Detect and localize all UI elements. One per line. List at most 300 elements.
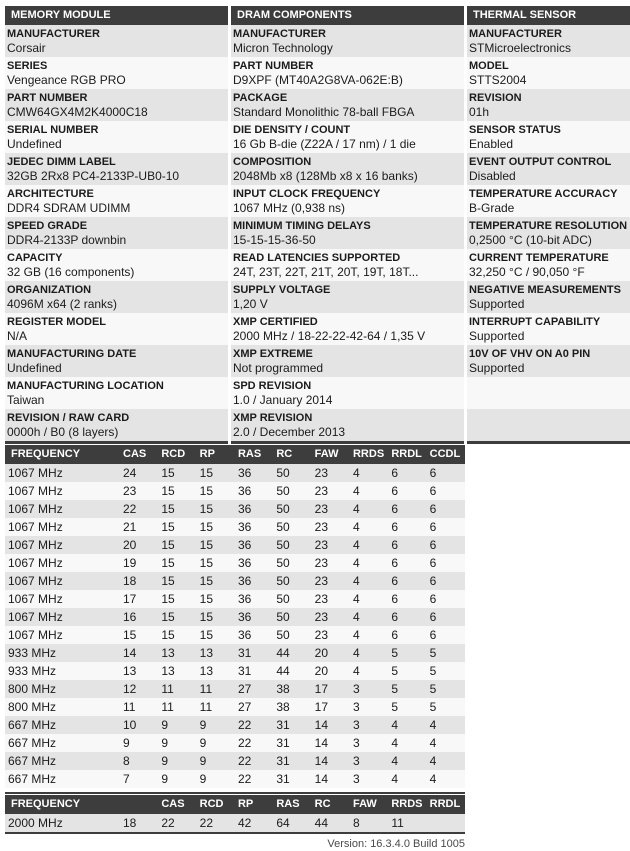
table-cell: 1067 MHz [8,610,63,624]
field-row [231,409,464,441]
table-cell: 50 [276,538,290,552]
table-cell: 3 [352,718,360,732]
field-row [467,281,630,313]
table-cell: 667 MHz [8,736,57,750]
table-cell: 667 MHz [8,772,57,786]
table-cell: 800 MHz [8,682,57,696]
field-label: MANUFACTURER [469,28,562,40]
field-label: REVISION / RAW CARD [7,412,130,424]
table-cell: 1067 MHz [8,520,63,534]
column-header: RRDS [352,448,385,460]
field-row [5,217,228,249]
column-header: RAS [237,448,262,460]
field-value: STTS2004 [469,73,527,87]
table-cell: 50 [276,556,290,570]
table-cell: 36 [237,556,252,570]
table-row [5,500,465,518]
table-cell: 15 [199,466,214,480]
table-cell: 4 [352,556,360,570]
field-value: STMicroelectronics [469,41,572,55]
table-cell: 9 [199,718,207,732]
table-cell: 6 [429,556,437,570]
table-cell: 5 [391,664,399,678]
table-cell: 23 [123,484,137,498]
table-cell: 9 [161,772,169,786]
table-cell: 17 [123,592,137,606]
table-cell: 23 [314,466,329,480]
field-row [5,57,228,89]
column-header: FREQUENCY [11,448,81,460]
field-label: READ LATENCIES SUPPORTED [233,252,401,264]
table-cell: 15 [161,610,175,624]
table-cell: 11 [161,682,174,696]
table-cell: 50 [276,628,290,642]
table-cell: 13 [161,664,175,678]
column-header: FAW [314,448,339,460]
field-value: 15-15-15-36-50 [233,233,316,247]
table-cell: 4 [391,772,399,786]
panel-title: DRAM COMPONENTS [231,6,464,25]
table-row [5,590,465,608]
field-row [467,313,630,345]
table-cell: 5 [391,700,399,714]
table-cell: 1067 MHz [8,484,63,498]
table-cell: 64 [276,816,290,830]
table-cell: 11 [123,700,136,714]
field-value: DDR4 SDRAM UDIMM [7,201,131,215]
table-cell: 22 [237,754,252,768]
table-row [5,680,465,698]
table-cell: 36 [237,574,252,588]
table-cell: 36 [237,466,252,480]
field-label: PACKAGE [233,92,288,104]
field-label: JEDEC DIMM LABEL [7,156,116,168]
table-cell: 23 [314,538,329,552]
field-row [5,345,228,377]
table-cell: 42 [237,816,252,830]
field-row [467,57,630,89]
field-label: TEMPERATURE RESOLUTION [469,220,628,232]
field-row [5,153,228,185]
timings-table-header [5,445,465,464]
table-cell: 3 [352,772,360,786]
table-cell: 4 [352,610,360,624]
table-cell: 17 [314,682,329,696]
jedec-timings-table [5,445,465,788]
table-cell: 15 [161,538,175,552]
panel-fields [467,25,630,441]
table-cell: 13 [123,664,137,678]
table-cell: 1067 MHz [8,628,63,642]
table-cell: 31 [237,664,252,678]
table-cell: 31 [276,772,290,786]
field-row [467,185,630,217]
table-cell: 23 [314,520,329,534]
column-header: RRDL [429,798,461,810]
field-value: Disabled [469,169,516,183]
table-cell: 50 [276,610,290,624]
field-value: Supported [469,361,525,375]
xmp-table-body [5,814,465,832]
table-cell: 5 [429,682,437,696]
table-cell: 50 [276,520,290,534]
table-cell: 50 [276,502,290,516]
table-cell: 4 [429,772,437,786]
panel-fields [5,25,228,441]
field-row [5,249,228,281]
field-label: SERIES [7,60,48,72]
column-header: CCDL [429,448,461,460]
table-row [5,752,465,770]
field-value: Corsair [7,41,46,55]
field-value: Not programmed [233,361,324,375]
field-row [467,217,630,249]
panel-title: THERMAL SENSOR [467,6,630,25]
table-cell: 1067 MHz [8,592,63,606]
field-label: MINIMUM TIMING DELAYS [233,220,371,232]
field-value: 32GB 2Rx8 PC4-2133P-UB0-10 [7,169,180,183]
field-value: 2000 MHz / 18-22-22-42-64 / 1,35 V [233,329,426,343]
table-cell: 22 [237,772,252,786]
table-cell: 6 [429,628,437,642]
table-cell: 1067 MHz [8,574,63,588]
field-row [467,153,630,185]
table-cell: 667 MHz [8,718,57,732]
table-cell: 9 [161,754,169,768]
field-row [5,185,228,217]
table-cell: 1067 MHz [8,466,63,480]
field-row [231,153,464,185]
field-value: 0,2500 °C (10-bit ADC) [469,233,592,247]
table-cell: 9 [199,754,207,768]
table-cell: 7 [123,772,130,786]
table-cell: 15 [161,484,175,498]
field-label: XMP CERTIFIED [233,316,318,328]
table-cell: 20 [314,646,329,660]
table-row [5,608,465,626]
table-cell: 1067 MHz [8,502,63,516]
field-label: CURRENT TEMPERATURE [469,252,609,264]
field-label: MANUFACTURER [7,28,100,40]
field-label: COMPOSITION [233,156,312,168]
field-label: SUPPLY VOLTAGE [233,284,331,296]
field-row [231,281,464,313]
table-cell: 6 [391,484,399,498]
table-cell: 36 [237,628,252,642]
table-cell: 36 [237,610,252,624]
timings-table-body [5,464,465,788]
table-cell: 667 MHz [8,754,57,768]
table-cell: 15 [199,538,214,552]
table-cell: 14 [314,718,329,732]
table-cell: 933 MHz [8,646,57,660]
field-row [467,249,630,281]
table-cell: 31 [276,736,290,750]
table-cell: 36 [237,592,252,606]
field-value: 4096M x64 (2 ranks) [7,297,118,311]
table-cell: 6 [391,574,399,588]
table-cell: 9 [199,736,207,750]
field-value: B-Grade [469,201,515,215]
table-cell: 6 [391,556,399,570]
field-row [231,121,464,153]
table-cell: 1067 MHz [8,538,63,552]
field-label: XMP EXTREME [233,348,313,360]
table-cell: 6 [429,574,437,588]
field-row [467,89,630,121]
table-row [5,554,465,572]
table-cell: 6 [391,520,399,534]
table-cell: 4 [352,520,360,534]
table-cell: 6 [391,592,399,606]
field-value: 24T, 23T, 22T, 21T, 20T, 19T, 18T... [233,265,419,279]
table-cell: 11 [391,816,404,830]
field-value: Taiwan [7,393,45,407]
table-cell: 14 [314,754,329,768]
table-cell: 15 [199,628,214,642]
table-cell: 15 [161,628,175,642]
table-cell: 15 [161,574,175,588]
table-cell: 27 [237,700,252,714]
table-cell: 6 [429,520,437,534]
field-label: MANUFACTURING LOCATION [7,380,164,392]
table-cell: 15 [161,520,175,534]
field-row [5,409,228,441]
table-cell: 23 [314,556,329,570]
table-cell: 44 [276,646,290,660]
info-panel [5,6,228,444]
table-cell: 6 [391,502,399,516]
table-cell: 3 [352,754,360,768]
table-row [5,814,465,832]
table-cell: 6 [429,502,437,516]
field-row [5,377,228,409]
table-cell: 13 [199,664,214,678]
field-row [231,249,464,281]
table-cell: 4 [391,754,399,768]
table-cell: 50 [276,592,290,606]
table-cell: 3 [352,700,360,714]
field-row [467,345,630,377]
table-cell: 8 [352,816,360,830]
column-header: CAS [123,448,147,460]
table-cell: 14 [314,736,329,750]
table-cell: 4 [352,466,360,480]
table-cell: 8 [123,754,130,768]
table-cell: 18 [123,574,137,588]
table-cell: 5 [429,664,437,678]
info-panels [5,6,630,444]
table-cell: 15 [199,610,214,624]
table-row [5,662,465,680]
table-cell: 20 [123,538,137,552]
field-label: TEMPERATURE ACCURACY [469,188,618,200]
table-cell: 24 [123,466,137,480]
table-cell: 4 [352,484,360,498]
field-row [231,25,464,57]
table-cell: 13 [199,646,214,660]
table-cell: 22 [123,502,137,516]
table-cell: 2000 MHz [8,816,63,830]
table-cell: 4 [429,718,437,732]
table-cell: 1067 MHz [8,556,63,570]
table-cell: 38 [276,700,290,714]
table-cell: 4 [352,574,360,588]
table-cell: 15 [199,502,214,516]
field-label: ORGANIZATION [7,284,92,296]
field-label: REGISTER MODEL [7,316,107,328]
table-cell: 50 [276,466,290,480]
field-row [231,313,464,345]
field-label: SERIAL NUMBER [7,124,99,136]
field-value: Supported [469,329,525,343]
column-header: RCD [161,448,186,460]
field-label: PART NUMBER [233,60,314,72]
table-cell: 15 [161,466,175,480]
column-header: RC [276,448,293,460]
field-row [231,89,464,121]
field-value: 32 GB (16 components) [7,265,135,279]
table-cell: 15 [199,484,214,498]
field-value: 0000h / B0 (8 layers) [7,425,119,439]
field-value: Vengeance RGB PRO [7,73,126,87]
field-row [467,377,630,409]
field-row [231,185,464,217]
panel-title: MEMORY MODULE [5,6,228,25]
table-cell: 38 [276,682,290,696]
info-panel [231,6,464,444]
column-header: RCD [199,798,224,810]
column-header: CAS [161,798,185,810]
table-cell: 15 [161,502,175,516]
field-label: INPUT CLOCK FREQUENCY [233,188,381,200]
table-row [5,572,465,590]
table-cell: 4 [352,538,360,552]
table-cell: 6 [391,628,399,642]
table-cell: 36 [237,502,252,516]
table-cell: 6 [391,466,399,480]
field-value: 1,20 V [233,297,268,311]
table-cell: 15 [161,556,175,570]
table-cell: 15 [199,592,214,606]
table-cell: 4 [352,664,360,678]
field-row [467,25,630,57]
column-header: RRDL [391,448,422,460]
table-cell: 4 [352,628,360,642]
field-value: CMW64GX4M2K4000C18 [7,105,148,119]
table-row [5,644,465,662]
table-cell: 23 [314,574,329,588]
field-row [5,121,228,153]
field-label: DIE DENSITY / COUNT [233,124,351,136]
table-cell: 6 [391,610,399,624]
table-cell: 20 [314,664,329,678]
table-cell: 9 [161,736,169,750]
table-cell: 11 [161,700,174,714]
column-header: RAS [276,798,300,810]
field-label: 10V OF VHV ON A0 PIN [469,348,591,360]
table-cell: 800 MHz [8,700,57,714]
column-header: RP [199,448,215,460]
table-cell: 5 [391,682,399,696]
table-cell: 17 [314,700,329,714]
table-cell: 5 [391,646,399,660]
version-text: Version: 16.3.4.0 Build 1005 [327,838,465,850]
column-header: FREQUENCY [11,798,81,810]
field-value: Supported [469,297,525,311]
field-row [231,345,464,377]
table-cell: 23 [314,484,329,498]
table-cell: 4 [391,718,399,732]
field-value: 1.0 / January 2014 [233,393,333,407]
table-cell: 14 [314,772,329,786]
panel-fields [231,25,464,441]
table-cell: 21 [123,520,137,534]
table-cell: 6 [429,592,437,606]
table-cell: 3 [352,736,360,750]
field-label: SPEED GRADE [7,220,88,232]
table-cell: 4 [352,502,360,516]
table-cell: 50 [276,484,290,498]
xmp-profile-table [5,792,465,834]
table-cell: 44 [314,816,329,830]
table-cell: 11 [199,682,213,696]
field-label: EVENT OUTPUT CONTROL [469,156,612,168]
table-row [5,716,465,734]
table-cell: 933 MHz [8,664,57,678]
table-cell: 5 [429,700,437,714]
table-cell: 27 [237,682,252,696]
table-cell: 6 [429,466,437,480]
table-row [5,518,465,536]
table-cell: 15 [123,628,137,642]
table-cell: 44 [276,664,290,678]
table-cell: 14 [123,646,137,660]
table-cell: 4 [391,736,399,750]
field-value: D9XPF (MT40A2G8VA-062E:B) [233,73,403,87]
table-cell: 16 [123,610,137,624]
table-cell: 15 [199,520,214,534]
table-cell: 5 [429,646,437,660]
table-row [5,536,465,554]
table-cell: 4 [429,736,437,750]
table-cell: 31 [276,754,290,768]
column-header: RC [314,798,331,810]
field-label: NEGATIVE MEASUREMENTS [469,284,621,296]
table-row [5,770,465,788]
column-header: RRDS [391,798,423,810]
table-cell: 22 [199,816,214,830]
field-row [5,25,228,57]
field-label: INTERRUPT CAPABILITY [469,316,601,328]
table-cell: 9 [161,718,169,732]
field-label: ARCHITECTURE [7,188,94,200]
table-cell: 12 [123,682,137,696]
table-cell: 6 [429,484,437,498]
field-label: MANUFACTURER [233,28,326,40]
field-value: Standard Monolithic 78-ball FBGA [233,105,415,119]
table-row [5,482,465,500]
field-value: Undefined [7,137,62,151]
table-cell: 4 [352,592,360,606]
table-cell: 9 [199,772,207,786]
table-cell: 4 [429,754,437,768]
table-cell: 36 [237,484,252,498]
field-row [5,313,228,345]
column-header: FAW [352,798,377,810]
table-row [5,464,465,482]
table-cell: 31 [276,718,290,732]
